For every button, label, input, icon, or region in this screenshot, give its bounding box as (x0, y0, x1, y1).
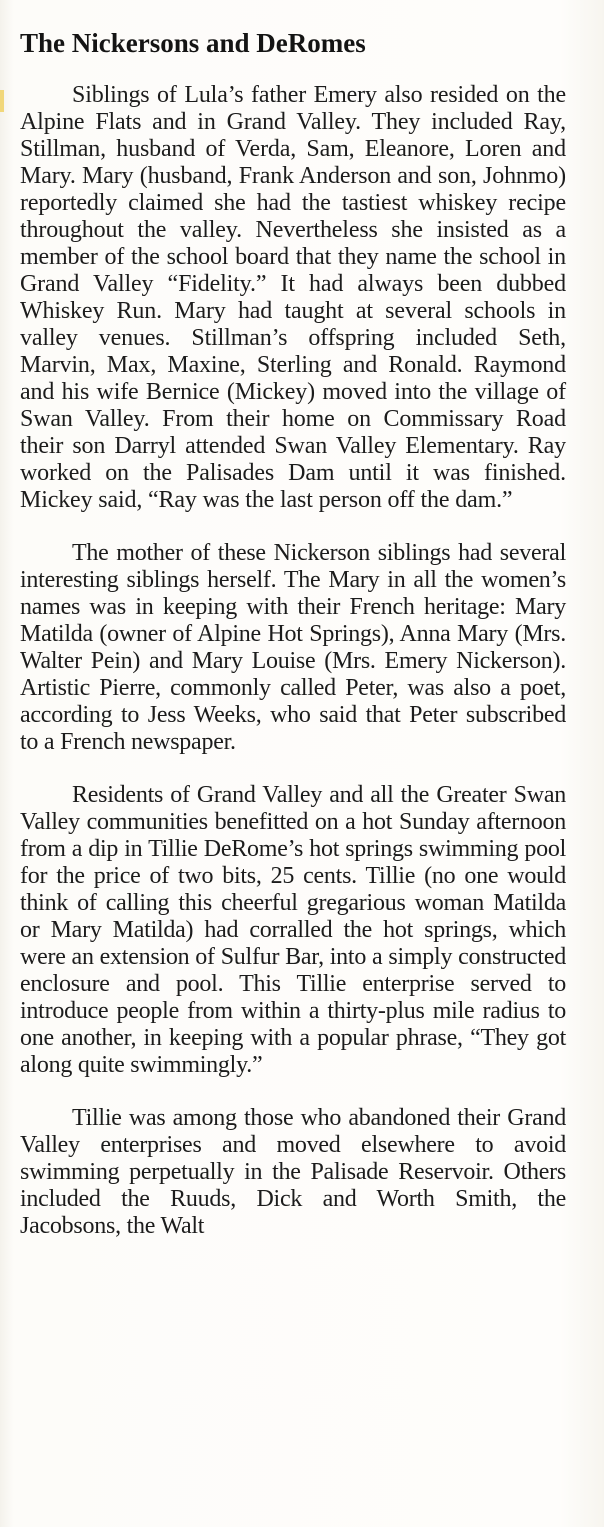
paragraph-tillie-hot-springs: Residents of Grand Valley and all the Greater Swan Valley communities benefitted on a hot Sunday afternoon from a dip in Tillie DeRome’s hot springs swimming pool for the price of two bits, 25 cents. Tillie (no one would think of calling this cheerful gregarious woman Matilda or Mary Matilda) had corralled the hot springs, which were an extension of Sulfur Bar, into a simply constructed enclosure and pool. This Tillie enterprise served to introduce people from within a thirty-plus mile radius to one another, in keeping with a popular phrase, “They got along quite swimmingly.” (20, 782, 566, 1078)
article-column (20, 26, 566, 1240)
margin-highlight-mark (0, 90, 4, 112)
paragraph-abandoned-enterprises: Tillie was among those who abandoned their Grand Valley enterprises and moved elsewhere to avoid swimming perpetually in the Palisade Reservoir. Others included the Ruuds, Dick and Worth Smith, the Jacobsons, the Walt (20, 1105, 566, 1239)
paragraph-mother-siblings: The mother of these Nickerson siblings had several interesting siblings herself. The Mary in all the women’s names was in keeping with their French heritage: Mary Matilda (owner of Alpine Hot Springs), Anna Mary (Mrs. Walter Pein) and Mary Louise (Mrs. Emery Nickerson). Artistic Pierre, commonly called Peter, was also a poet, according to Jess Weeks, who said that Peter subscribed to a French newspaper. (20, 540, 566, 755)
article-title: The Nickersons and DeRomes (20, 28, 366, 58)
paragraph-siblings-of-emery: Siblings of Lula’s father Emery also resided on the Alpine Flats and in Grand Valley. They included Ray, Stillman, husband of Verda, Sam, Eleanore, Loren and Mary. Mary (husband, Frank Anderson and son, Johnmo) reportedly claimed she had the tastiest whiskey recipe throughout the valley. Nevertheless she insisted as a member of the school board that they name the school in Grand Valley “Fidelity.” It had always been dubbed Whiskey Run. Mary had taught at several schools in valley venues. Stillman’s offspring included Seth, Marvin, Max, Maxine, Sterling and Ronald. Raymond and his wife Bernice (Mickey) moved into the village of Swan Valley. From their home on Commissary Road their son Darryl attended Swan Valley Elementary. Ray worked on the Palisades Dam until it was finished. Mickey said, “Ray was the last person off the dam.” (20, 82, 566, 513)
